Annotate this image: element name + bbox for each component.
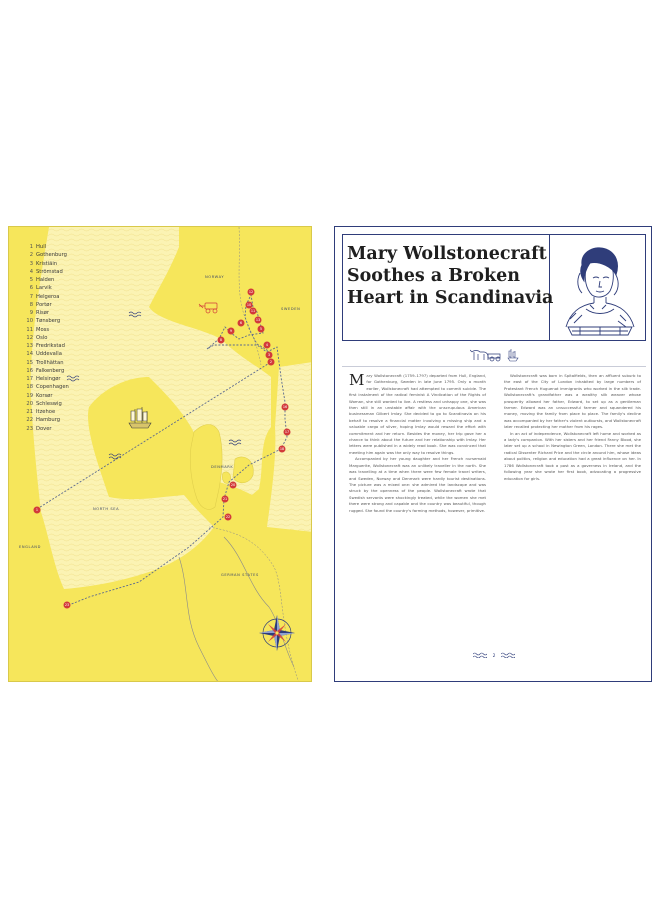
drop-cap: M (349, 371, 365, 389)
marker-label: 9 (229, 329, 233, 334)
title-line-3: Heart in Scandinavia (347, 288, 554, 308)
stop-list-item (23, 260, 123, 268)
stop-name: Oslo (36, 334, 48, 341)
stop-list-item (23, 293, 123, 301)
stop-number: 23 (26, 425, 33, 432)
stop-number: 7 (29, 293, 33, 300)
stop-name: Dover (36, 425, 52, 432)
stop-list-item (23, 251, 123, 259)
paragraph: ary Wollstonecraft (1759–1797) departed from Hull, England, for Gothenburg, Sweden in late June 1795. Only a month earlier, Wollstonecraft had attempted to commit suicide. The first instalment of the radical feminist A Vindication of the Rights of Woman, she still wanted to live. A restless and unhappy one, she was then still in an unstable affair with the unscrupulous American businessman Gilbert Imlay. She decided to go to Scandinavia on his behalf to resolve a financial matter involving a missing ship and a valuable cargo of silver, hoping Imlay would reward the effort with commitment and her return. Besides the money, her trip gave her a chance to think about the future and her relationship with Imlay. Her letters were published in a widely read book. She was convinced that meeting him again was the only way to resolve things. (349, 373, 486, 455)
text-column-right (504, 373, 641, 482)
stop-number: 8 (29, 301, 33, 308)
stop-number: 14 (26, 351, 33, 358)
stop-name: Moss (36, 326, 50, 333)
stop-number: 12 (26, 334, 33, 341)
stop-number: 11 (26, 326, 33, 333)
stop-name: Trollhättan (36, 359, 64, 366)
stop-name: Schleswig (36, 400, 62, 407)
stop-number: 2 (29, 252, 33, 259)
marker-label: 2 (269, 360, 273, 365)
stop-list-item (23, 268, 123, 276)
title-line-1: Mary Wollstonecraft (347, 244, 547, 264)
stop-number: 20 (26, 400, 33, 407)
wave-ornament-icon (501, 652, 515, 658)
stop-list (23, 243, 123, 433)
marker-label: 1 (35, 508, 39, 513)
stop-number: 17 (26, 376, 33, 382)
stop-number: 22 (26, 417, 33, 424)
article-body (349, 373, 641, 653)
title-line-2: Soothes a Broken (347, 266, 520, 286)
marker-label: 5 (259, 327, 263, 332)
paragraph: Accompanied by her young daughter and her French nursemaid Marguerite, Wollstonecraft was an unlikely traveller in the north. She was travelling at a time when there were few female travel writers, and Sweden, Norway and Denmark were hardly tourist destinations. The picture was a mixed one: she admired the landscape and was struck by the openness of the people. Wollstonecraft wrote that Swedish servants were shockingly treated, while the women she met there were strong and capable and the country was beautiful, though rugged. She found the country's farming methods, however, primitive. (349, 456, 486, 513)
stop-number: 4 (29, 268, 33, 275)
stop-name: Falkenberg (36, 367, 65, 374)
text-column-left (349, 373, 486, 514)
marker-label: 12 (248, 290, 254, 295)
stop-name: Uddevalla (36, 351, 62, 358)
marker-label: 21 (222, 497, 228, 502)
stop-number: 1 (29, 244, 33, 250)
stop-list-item (23, 276, 123, 284)
article-title (347, 243, 554, 309)
page-footer (335, 652, 653, 659)
stop-name: Helsingør (36, 376, 61, 382)
stop-list-item (23, 317, 123, 325)
stop-name: Fredrikstad (36, 343, 65, 349)
wave-ornament-icon (473, 652, 487, 658)
stop-list-item (23, 375, 123, 383)
portrait-panel (550, 234, 646, 341)
stop-number: 5 (29, 277, 33, 283)
stop-list-item (23, 408, 123, 416)
stop-name: Kristiäin (36, 260, 58, 267)
stop-list-item (23, 392, 123, 400)
stop-number: 6 (29, 285, 33, 292)
stop-name: Portør (36, 301, 52, 308)
stop-number: 19 (26, 392, 33, 399)
region-denmark: DENMARK (211, 465, 234, 469)
stop-list-item (23, 309, 123, 317)
stop-list-item (23, 301, 123, 309)
stop-name: Helgeroa (36, 293, 60, 300)
cart-and-horse-icon (470, 346, 520, 362)
stop-name: Tønsberg (36, 318, 61, 325)
stop-name: Hamburg (36, 417, 61, 424)
stop-list-item (23, 425, 123, 433)
article-page (334, 226, 652, 682)
stop-list-item (23, 400, 123, 408)
marker-label: 8 (219, 338, 223, 343)
marker-label: 22 (225, 515, 231, 520)
stop-list-item (23, 367, 123, 375)
stop-list-item (23, 334, 123, 342)
stop-name: Halden (36, 277, 55, 283)
marker-label: 18 (279, 447, 285, 452)
marker-label: 6 (239, 321, 243, 326)
stop-name: Gothenburg (36, 252, 67, 259)
marker-label: 16 (282, 405, 288, 410)
stop-name: Hull (36, 244, 47, 250)
marker-label: 17 (284, 430, 290, 435)
stop-list-item (23, 359, 123, 367)
stop-name: Risør (36, 310, 50, 316)
stop-list-item (23, 243, 123, 251)
stop-list-item (23, 342, 123, 350)
stop-name: Korsør (36, 392, 53, 399)
stop-name: Strömstad (36, 268, 63, 275)
stop-list-item (23, 416, 123, 424)
stop-number: 16 (26, 367, 33, 374)
stop-list-item (23, 326, 123, 334)
stop-number: 18 (26, 384, 33, 391)
region-german-states: GERMAN STATES (221, 573, 259, 577)
stop-number: 9 (29, 310, 33, 316)
region-north-sea: NORTH SEA (93, 507, 120, 511)
marker-label: 10 (246, 303, 252, 308)
stop-number: 3 (29, 260, 33, 267)
portrait-illustration (550, 235, 646, 342)
stop-list-item (23, 350, 123, 358)
stop-number: 13 (26, 343, 33, 349)
page-number: 2 (492, 653, 496, 659)
ship-small-icon (508, 349, 518, 361)
marker-label: 13 (255, 318, 261, 323)
stop-name: Itzehoe (36, 409, 56, 415)
paragraph: In an act of independence, Wollstonecraft left home and worked as a lady's companion. With her sisters and her friend Fanny Blood, she later set up a school in Newington Green, London. There she met the radical Dissenter Richard Price and the circle around him, whose ideas about politics, religion and education had a great influence on her. In 1786 Wollstonecraft took a post as a governess in Ireland, and the following year she wrote her first book, advocating a progressive education for girls. (504, 430, 641, 481)
marker-label: 4 (265, 343, 269, 348)
stop-list-item (23, 284, 123, 292)
region-norway: NORWAY (205, 275, 225, 279)
stop-number: 10 (26, 318, 33, 325)
region-sweden: SWEDEN (281, 307, 301, 311)
marker-label: 3 (267, 353, 271, 358)
stop-name: Copenhagen (36, 384, 69, 391)
stop-number: 21 (26, 409, 33, 415)
marker-label: 20 (230, 483, 236, 488)
stop-number: 15 (26, 359, 33, 366)
map-page (8, 226, 312, 682)
stop-list-item (23, 383, 123, 391)
marker-label: 11 (250, 309, 256, 314)
region-england: ENGLAND (19, 545, 41, 549)
paragraph: Wollstonecraft was born in Spitalfields, then an affluent suburb to the east of the City of London inhabited by large numbers of Protestant French Huguenot immigrants who worked in the silk trade. Wollstonecraft's grandfather was a wealthy silk weaver whose prosperity allowed her father, Edward, to set up as a gentleman farmer. Edward was an unsuccessful farmer and squandered his money, moving the family from place to place. The family's decline was accompanied by her father's violent outbursts, and Wollstonecraft later recalled protecting her mother from his rages. (504, 373, 641, 430)
stop-name: Larvik (36, 285, 52, 292)
marker-label: 23 (64, 603, 70, 608)
